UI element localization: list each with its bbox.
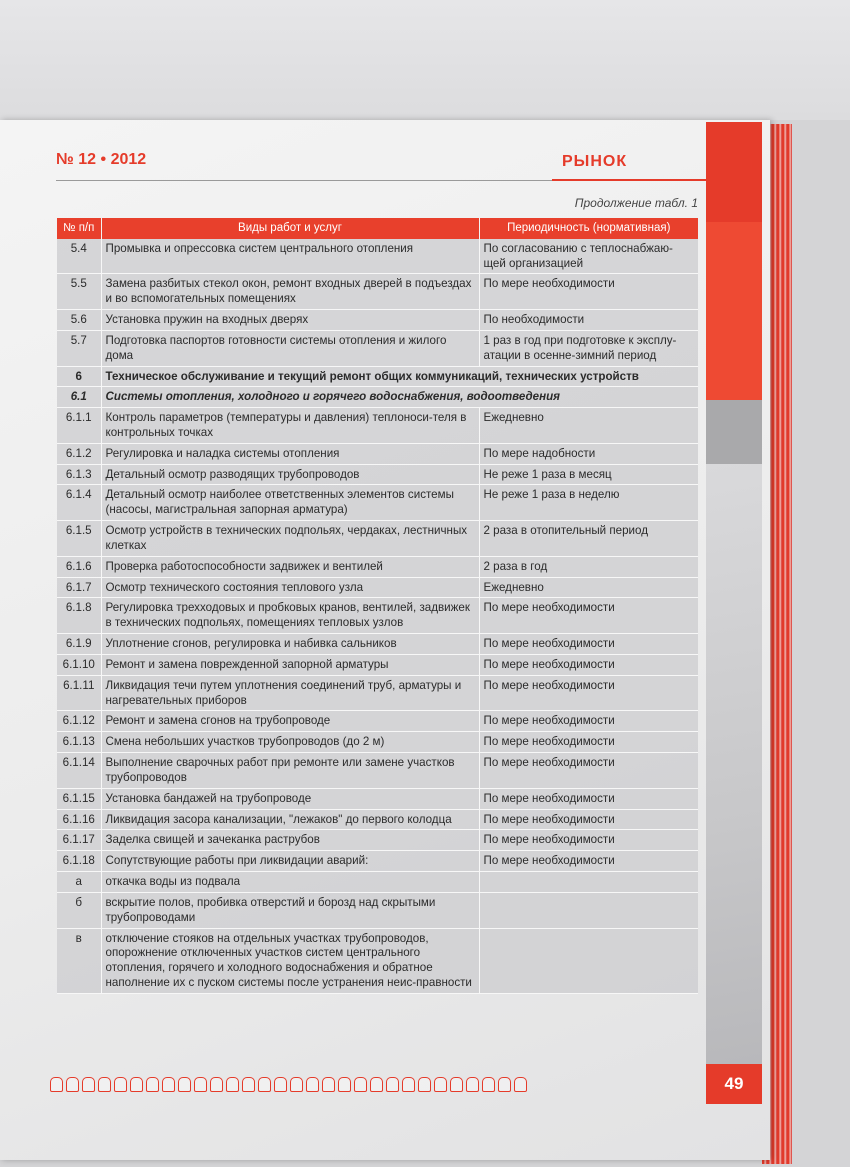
table-row [57, 274, 698, 310]
figure-icon [402, 1077, 415, 1092]
figure-icon [130, 1077, 143, 1092]
figure-icon [370, 1077, 383, 1092]
row-number: 6.1.6 [57, 556, 101, 577]
row-work: Детальный осмотр разводящих трубопроводов [101, 464, 479, 485]
row-number: 6.1.4 [57, 485, 101, 521]
row-period [479, 928, 698, 993]
row-work: Системы отопления, холодного и горячего водоснабжения, водоотведения [101, 387, 698, 408]
table-row [57, 851, 698, 872]
row-period: По мере необходимости [479, 851, 698, 872]
table-row [57, 408, 698, 444]
figure-icon [162, 1077, 175, 1092]
table-row [57, 485, 698, 521]
row-work: Установка бандажей на трубопроводе [101, 788, 479, 809]
table-row [57, 330, 698, 366]
row-period: По мере необходимости [479, 675, 698, 711]
figure-icon [146, 1077, 159, 1092]
row-number: а [57, 872, 101, 893]
row-number: 5.7 [57, 330, 101, 366]
row-number: 6.1.9 [57, 634, 101, 655]
row-period [479, 892, 698, 928]
figure-icon [450, 1077, 463, 1092]
table-row [57, 872, 698, 893]
row-work: Сопутствующие работы при ликвидации аварий: [101, 851, 479, 872]
figure-icon [114, 1077, 127, 1092]
row-number: 6.1.7 [57, 577, 101, 598]
row-period: По мере необходимости [479, 274, 698, 310]
row-work: Замена разбитых стекол окон, ремонт входных дверей в подъездах и во вспомогательных помещениях [101, 274, 479, 310]
figure-icon [98, 1077, 111, 1092]
figure-icon [226, 1077, 239, 1092]
issue-number: № 12 • 2012 [56, 151, 147, 168]
scan-background [0, 0, 850, 120]
section-title: РЫНОК [562, 153, 628, 170]
row-work: Промывка и опрессовка систем центрального отопления [101, 239, 479, 274]
row-work: Осмотр устройств в технических подпольях, чердаках, лестничных клетках [101, 521, 479, 557]
row-period: По согласованию с теплоснабжаю-щей организацией [479, 239, 698, 274]
figure-icon [178, 1077, 191, 1092]
row-work: Техническое обслуживание и текущий ремонт общих коммуникаций, технических устройств [101, 366, 698, 387]
row-period: Ежедневно [479, 408, 698, 444]
table-row [57, 654, 698, 675]
column-header-number: № п/п [57, 218, 101, 239]
row-work: Ликвидация засора канализации, "лежаков" до первого колодца [101, 809, 479, 830]
row-period: 2 раза в отопительный период [479, 521, 698, 557]
row-work: Выполнение сварочных работ при ремонте или замене участков трубопроводов [101, 753, 479, 789]
table-row [57, 464, 698, 485]
table-row [57, 711, 698, 732]
table-row [57, 809, 698, 830]
figure-icon [482, 1077, 495, 1092]
row-number: 6.1.12 [57, 711, 101, 732]
row-work: Заделка свищей и зачеканка раструбов [101, 830, 479, 851]
row-work: Регулировка и наладка системы отопления [101, 443, 479, 464]
row-work: отключение стояков на отдельных участках трубопроводов, опорожнение отключенных участков систем центрального отопления, горячего и холодного водоснабжения и обратное наполнение их с пуском системы после устранения неис-правности [101, 928, 479, 993]
figure-icon [306, 1077, 319, 1092]
row-period: По мере необходимости [479, 654, 698, 675]
row-number: в [57, 928, 101, 993]
table-row [57, 598, 698, 634]
figure-icon [498, 1077, 511, 1092]
row-period: По мере необходимости [479, 830, 698, 851]
row-number: 6.1.8 [57, 598, 101, 634]
row-work: Установка пружин на входных дверях [101, 310, 479, 331]
row-number: б [57, 892, 101, 928]
table-row [57, 830, 698, 851]
decorative-grey-block [706, 400, 762, 464]
row-work: Ремонт и замена сгонов на трубопроводе [101, 711, 479, 732]
row-work: Детальный осмотр наиболее ответственных элементов системы (насосы, магистральная запорная арматура) [101, 485, 479, 521]
figure-icon [386, 1077, 399, 1092]
table-row [57, 521, 698, 557]
row-number: 5.5 [57, 274, 101, 310]
row-period: Ежедневно [479, 577, 698, 598]
row-number: 6.1.11 [57, 675, 101, 711]
table-row [57, 928, 698, 993]
figure-icon [290, 1077, 303, 1092]
table-row [57, 732, 698, 753]
row-work: Ликвидация течи путем уплотнения соединений труб, арматуры и нагревательных приборов [101, 675, 479, 711]
row-period: Не реже 1 раза в месяц [479, 464, 698, 485]
row-period: По мере необходимости [479, 753, 698, 789]
figure-icon [418, 1077, 431, 1092]
row-period: По мере необходимости [479, 711, 698, 732]
page-number: 49 [706, 1064, 762, 1104]
table-row [57, 675, 698, 711]
table-row [57, 239, 698, 274]
decorative-red-strip [706, 122, 762, 222]
row-period: По мере необходимости [479, 809, 698, 830]
figure-icon [66, 1077, 79, 1092]
figure-icon [274, 1077, 287, 1092]
header-divider [56, 180, 552, 181]
row-period: Не реже 1 раза в неделю [479, 485, 698, 521]
row-number: 6.1.2 [57, 443, 101, 464]
row-period: По мере необходимости [479, 598, 698, 634]
figure-icon [82, 1077, 95, 1092]
row-number: 6.1.3 [57, 464, 101, 485]
table-row [57, 577, 698, 598]
figure-icon [514, 1077, 527, 1092]
row-work: Осмотр технического состояния теплового узла [101, 577, 479, 598]
table-section-row [57, 366, 698, 387]
column-header-works: Виды работ и услуг [101, 218, 479, 239]
table-row [57, 892, 698, 928]
row-number: 6.1.13 [57, 732, 101, 753]
row-period: По мере необходимости [479, 634, 698, 655]
table-row [57, 634, 698, 655]
decorative-red-block [706, 222, 762, 400]
row-number: 5.4 [57, 239, 101, 274]
row-period: По мере надобности [479, 443, 698, 464]
table-row [57, 310, 698, 331]
row-work: Ремонт и замена поврежденной запорной арматуры [101, 654, 479, 675]
row-number: 6.1 [57, 387, 101, 408]
row-number: 6.1.18 [57, 851, 101, 872]
table-row [57, 443, 698, 464]
row-number: 6.1.1 [57, 408, 101, 444]
row-work: Регулировка трехходовых и пробковых кранов, вентилей, задвижек в технических подпольях, помещениях тепловых узлов [101, 598, 479, 634]
decorative-photo-strip [706, 464, 762, 1064]
table-row [57, 556, 698, 577]
row-number: 6.1.15 [57, 788, 101, 809]
row-work: Подготовка паспортов готовности системы отопления и жилого дома [101, 330, 479, 366]
row-period: По мере необходимости [479, 788, 698, 809]
footer-icon-strip [50, 1072, 550, 1092]
column-header-period: Периодичность (нормативная) [479, 218, 698, 239]
figure-icon [354, 1077, 367, 1092]
table-row [57, 788, 698, 809]
row-number: 6.1.10 [57, 654, 101, 675]
figure-icon [434, 1077, 447, 1092]
row-number: 6.1.5 [57, 521, 101, 557]
figure-icon [258, 1077, 271, 1092]
table-subsection-row [57, 387, 698, 408]
figure-icon [322, 1077, 335, 1092]
row-work: Смена небольших участков трубопроводов (до 2 м) [101, 732, 479, 753]
figure-icon [210, 1077, 223, 1092]
row-period: По мере необходимости [479, 732, 698, 753]
figure-icon [466, 1077, 479, 1092]
row-period [479, 872, 698, 893]
row-period: По необходимости [479, 310, 698, 331]
row-work: Уплотнение сгонов, регулировка и набивка сальников [101, 634, 479, 655]
figure-icon [50, 1077, 63, 1092]
table-row [57, 753, 698, 789]
row-number: 6.1.16 [57, 809, 101, 830]
figure-icon [242, 1077, 255, 1092]
row-number: 6.1.17 [57, 830, 101, 851]
table-continuation-note: Продолжение табл. 1 [574, 196, 698, 210]
row-number: 6 [57, 366, 101, 387]
works-table [57, 218, 698, 994]
row-number: 6.1.14 [57, 753, 101, 789]
row-work: откачка воды из подвала [101, 872, 479, 893]
row-period: 1 раз в год при подготовке к эксплу-атации в осенне-зимний период [479, 330, 698, 366]
row-work: вскрытие полов, пробивка отверстий и борозд над скрытыми трубопроводами [101, 892, 479, 928]
row-number: 5.6 [57, 310, 101, 331]
figure-icon [338, 1077, 351, 1092]
table-header-row [57, 218, 698, 239]
row-work: Проверка работоспособности задвижек и вентилей [101, 556, 479, 577]
header-divider-accent [552, 179, 706, 181]
row-work: Контроль параметров (температуры и давления) теплоноси-теля в контрольных точках [101, 408, 479, 444]
row-period: 2 раза в год [479, 556, 698, 577]
figure-icon [194, 1077, 207, 1092]
